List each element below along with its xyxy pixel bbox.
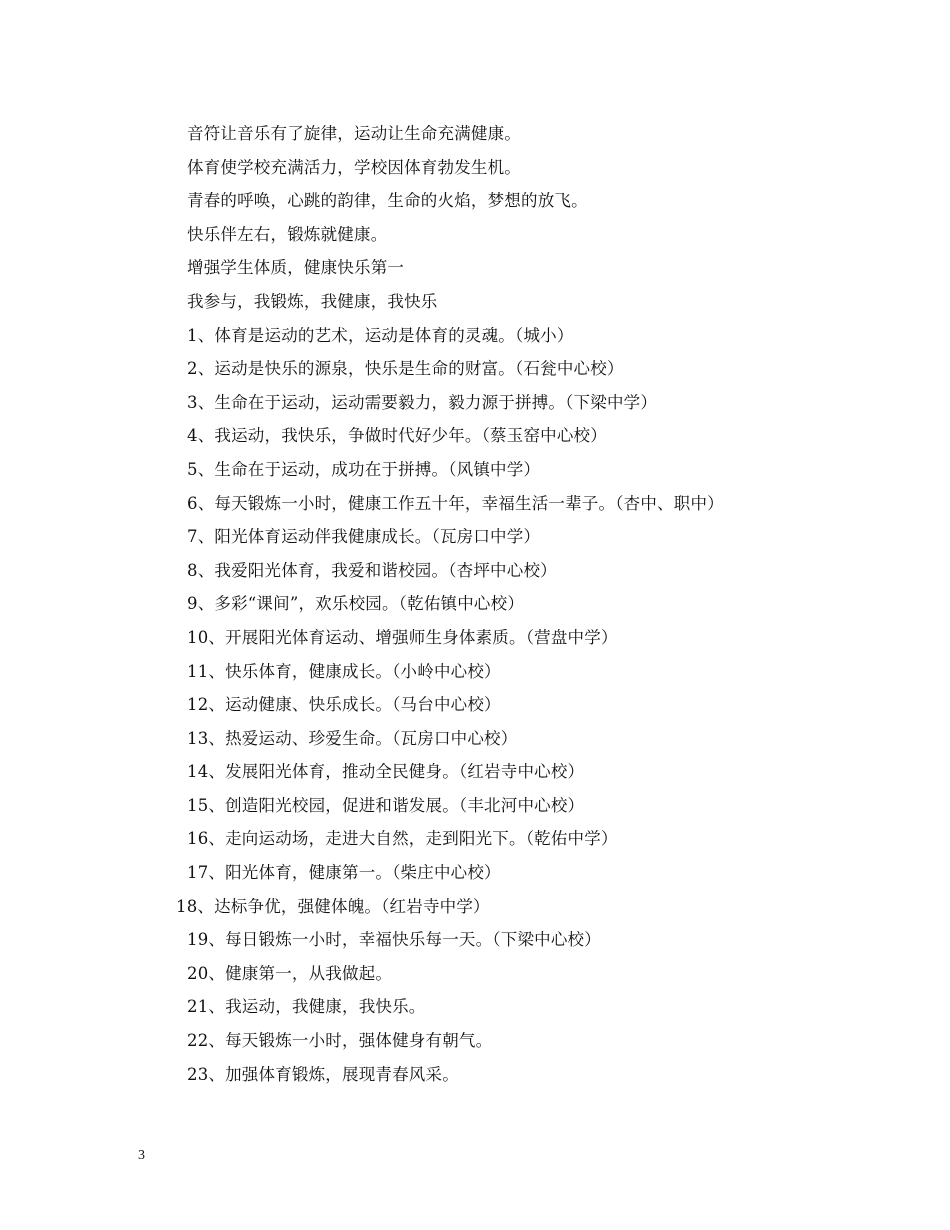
slogan-item: 3、生命在于运动，运动需要毅力，毅力源于拼搏。（下梁中学）: [187, 392, 658, 412]
page-number: 3: [138, 1148, 145, 1163]
slogan-item: 7、阳光体育运动伴我健康成长。（瓦房口中学）: [187, 527, 541, 547]
slogan-item: 10、开展阳光体育运动、增强师生身体素质。（营盘中学）: [187, 627, 618, 647]
intro-line: 快乐伴左右，锻炼就健康。: [187, 224, 388, 244]
slogan-item: 6、每天锻炼一小时，健康工作五十年，幸福生活一辈子。（杏中、职中）: [187, 493, 724, 513]
slogan-item: 12、运动健康、快乐成长。（马台中心校）: [187, 695, 501, 715]
slogan-item: 21、我运动，我健康，我快乐。: [187, 997, 426, 1017]
slogan-item: 1、体育是运动的艺术，运动是体育的灵魂。（城小）: [187, 325, 574, 345]
slogan-item: 4、我运动，我快乐，争做时代好少年。（蔡玉窑中心校）: [187, 426, 607, 446]
intro-line: 音符让音乐有了旋律，运动让生命充满健康。: [187, 124, 521, 143]
slogan-item: 18、达标争优，强健体魄。（红岩寺中学）: [176, 896, 490, 916]
slogan-item: 20、健康第一，从我做起。: [187, 963, 393, 983]
slogan-item: 17、阳光体育，健康第一。（柴庄中心校）: [187, 863, 501, 883]
intro-line: 我参与，我锻炼，我健康，我快乐: [187, 291, 438, 311]
slogan-item: 14、发展阳光体育，推动全民健身。（红岩寺中心校）: [187, 762, 585, 782]
slogan-item: 5、生命在于运动，成功在于拼搏。（风镇中学）: [187, 459, 541, 479]
intro-line: 增强学生体质，健康快乐第一: [187, 258, 405, 278]
slogan-item: 8、我爱阳光体育，我爱和谐校园。（杏坪中心校）: [187, 560, 557, 580]
slogan-item: 16、走向运动场，走进大自然，走到阳光下。（乾佑中学）: [187, 829, 618, 849]
slogan-list: [176, 117, 887, 1091]
slogan-item: 9、多彩“课间”，欢乐校园。（乾佑镇中心校）: [187, 594, 525, 614]
slogan-item: 22、每天锻炼一小时，强体健身有朝气。: [187, 1031, 493, 1051]
intro-line: 体育使学校充满活力，学校因体育勃发生机。: [187, 157, 521, 177]
slogan-item: 15、创造阳光校园，促进和谐发展。（丰北河中心校）: [187, 795, 585, 815]
intro-line: 青春的呼唤，心跳的韵律，生命的火焰，梦想的放飞。: [187, 191, 588, 211]
slogan-item: 23、加强体育锻炼，展现青春风采。: [187, 1064, 459, 1084]
slogan-item: 2、运动是快乐的源泉，快乐是生命的财富。（石瓮中心校）: [187, 359, 624, 379]
slogan-item: 13、热爱运动、珍爱生命。（瓦房口中心校）: [187, 728, 518, 748]
slogan-item: 11、快乐体育，健康成长。（小岭中心校）: [187, 661, 501, 681]
slogan-item: 19、每日锻炼一小时，幸福快乐每一天。（下梁中心校）: [187, 930, 601, 950]
